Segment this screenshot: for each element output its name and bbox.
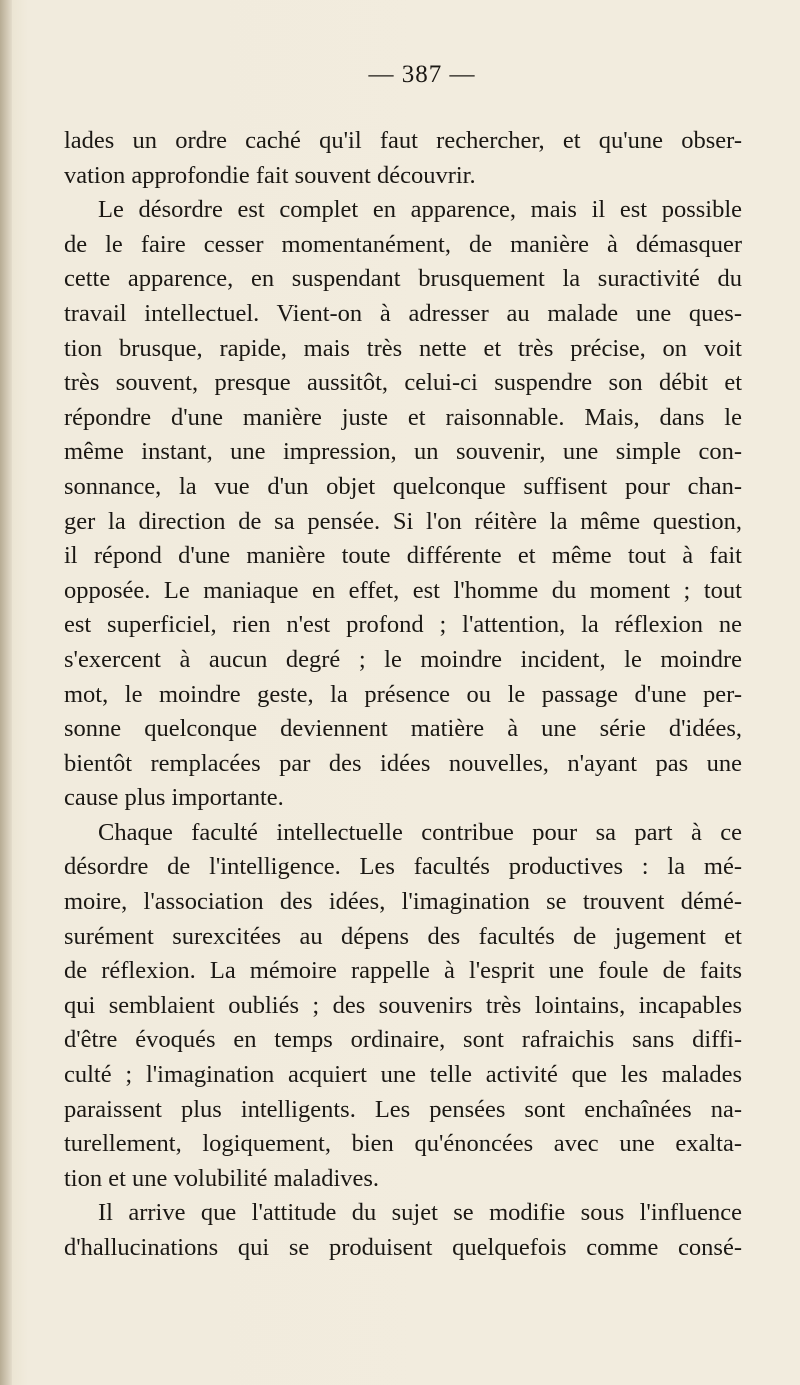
text-line: cette apparence, en suspendant brusquement la suractivité du (64, 265, 742, 293)
text-line: ger la direction de sa pensée. Si l'on réitère la même question, (64, 507, 742, 535)
text-line: répondre d'une manière juste et raisonnable. Mais, dans le (64, 403, 742, 431)
paragraph (64, 193, 742, 816)
text-line: vation approfondie fait souvent découvrir. (64, 161, 476, 189)
text-line: tion brusque, rapide, mais très nette et très précise, on voit (64, 334, 742, 362)
text-line: est superficiel, rien n'est profond ; l'attention, la réflexion ne (64, 611, 742, 639)
text-line: très souvent, presque aussitôt, celui-ci suspendre son débit et (64, 369, 742, 397)
text-line: désordre de l'intelligence. Les facultés productives : la mé- (64, 853, 742, 881)
page-number: — 387 — (368, 61, 476, 88)
text-line: tion et une volubilité maladives. (64, 1164, 380, 1192)
text-line: même instant, une impression, un souvenir, une simple con- (64, 438, 742, 466)
text-line: bientôt remplacées par des idées nouvelles, n'ayant pas une (64, 749, 742, 777)
text-line: sonne quelconque deviennent matière à une série d'idées, (64, 715, 742, 743)
text-line: d'être évoqués en temps ordinaire, sont rafraichis sans diffi- (64, 1026, 742, 1054)
text-line: sonnance, la vue d'un objet quelconque suffisent pour chan- (64, 472, 742, 500)
body-text (64, 124, 742, 1266)
text-line: de le faire cesser momentanément, de manière à démasquer (64, 230, 742, 258)
text-line: paraissent plus intelligents. Les pensées sont enchaînées na- (64, 1095, 742, 1123)
text-line: moire, l'association des idées, l'imagination se trouvent démé- (64, 888, 742, 916)
text-line: de réflexion. La mémoire rappelle à l'esprit une foule de faits (64, 957, 742, 985)
text-line: cause plus importante. (64, 784, 284, 812)
text-line: Chaque faculté intellectuelle contribue pour sa part à ce (98, 818, 742, 846)
text-line: d'hallucinations qui se produisent quelquefois comme consé- (64, 1234, 742, 1261)
text-line: turellement, logiquement, bien qu'énoncées avec une exalta- (64, 1130, 742, 1158)
paragraph (64, 124, 742, 193)
text-line: travail intellectuel. Vient-on à adresser au malade une ques- (64, 299, 742, 327)
text-line: mot, le moindre geste, la présence ou le passage d'une per- (64, 680, 742, 708)
text-line: s'exercent à aucun degré ; le moindre incident, le moindre (64, 645, 742, 673)
paragraph (64, 816, 742, 1197)
page-binding-edge (0, 0, 12, 1385)
paragraph (64, 1196, 742, 1265)
text-line: Le désordre est complet en apparence, mais il est possible (98, 196, 742, 224)
text-line: il répond d'une manière toute différente et même tout à fait (64, 542, 742, 570)
text-line: culté ; l'imagination acquiert une telle activité que les malades (64, 1061, 742, 1089)
text-line: Il arrive que l'attitude du sujet se modifie sous l'influence (98, 1199, 742, 1227)
text-line: qui semblaient oubliés ; des souvenirs très lointains, incapables (64, 991, 742, 1019)
text-line: opposée. Le maniaque en effet, est l'homme du moment ; tout (64, 576, 742, 604)
text-line: lades un ordre caché qu'il faut rechercher, et qu'une obser- (64, 127, 742, 154)
text-line: surément surexcitées au dépens des facultés de jugement et (64, 922, 742, 950)
